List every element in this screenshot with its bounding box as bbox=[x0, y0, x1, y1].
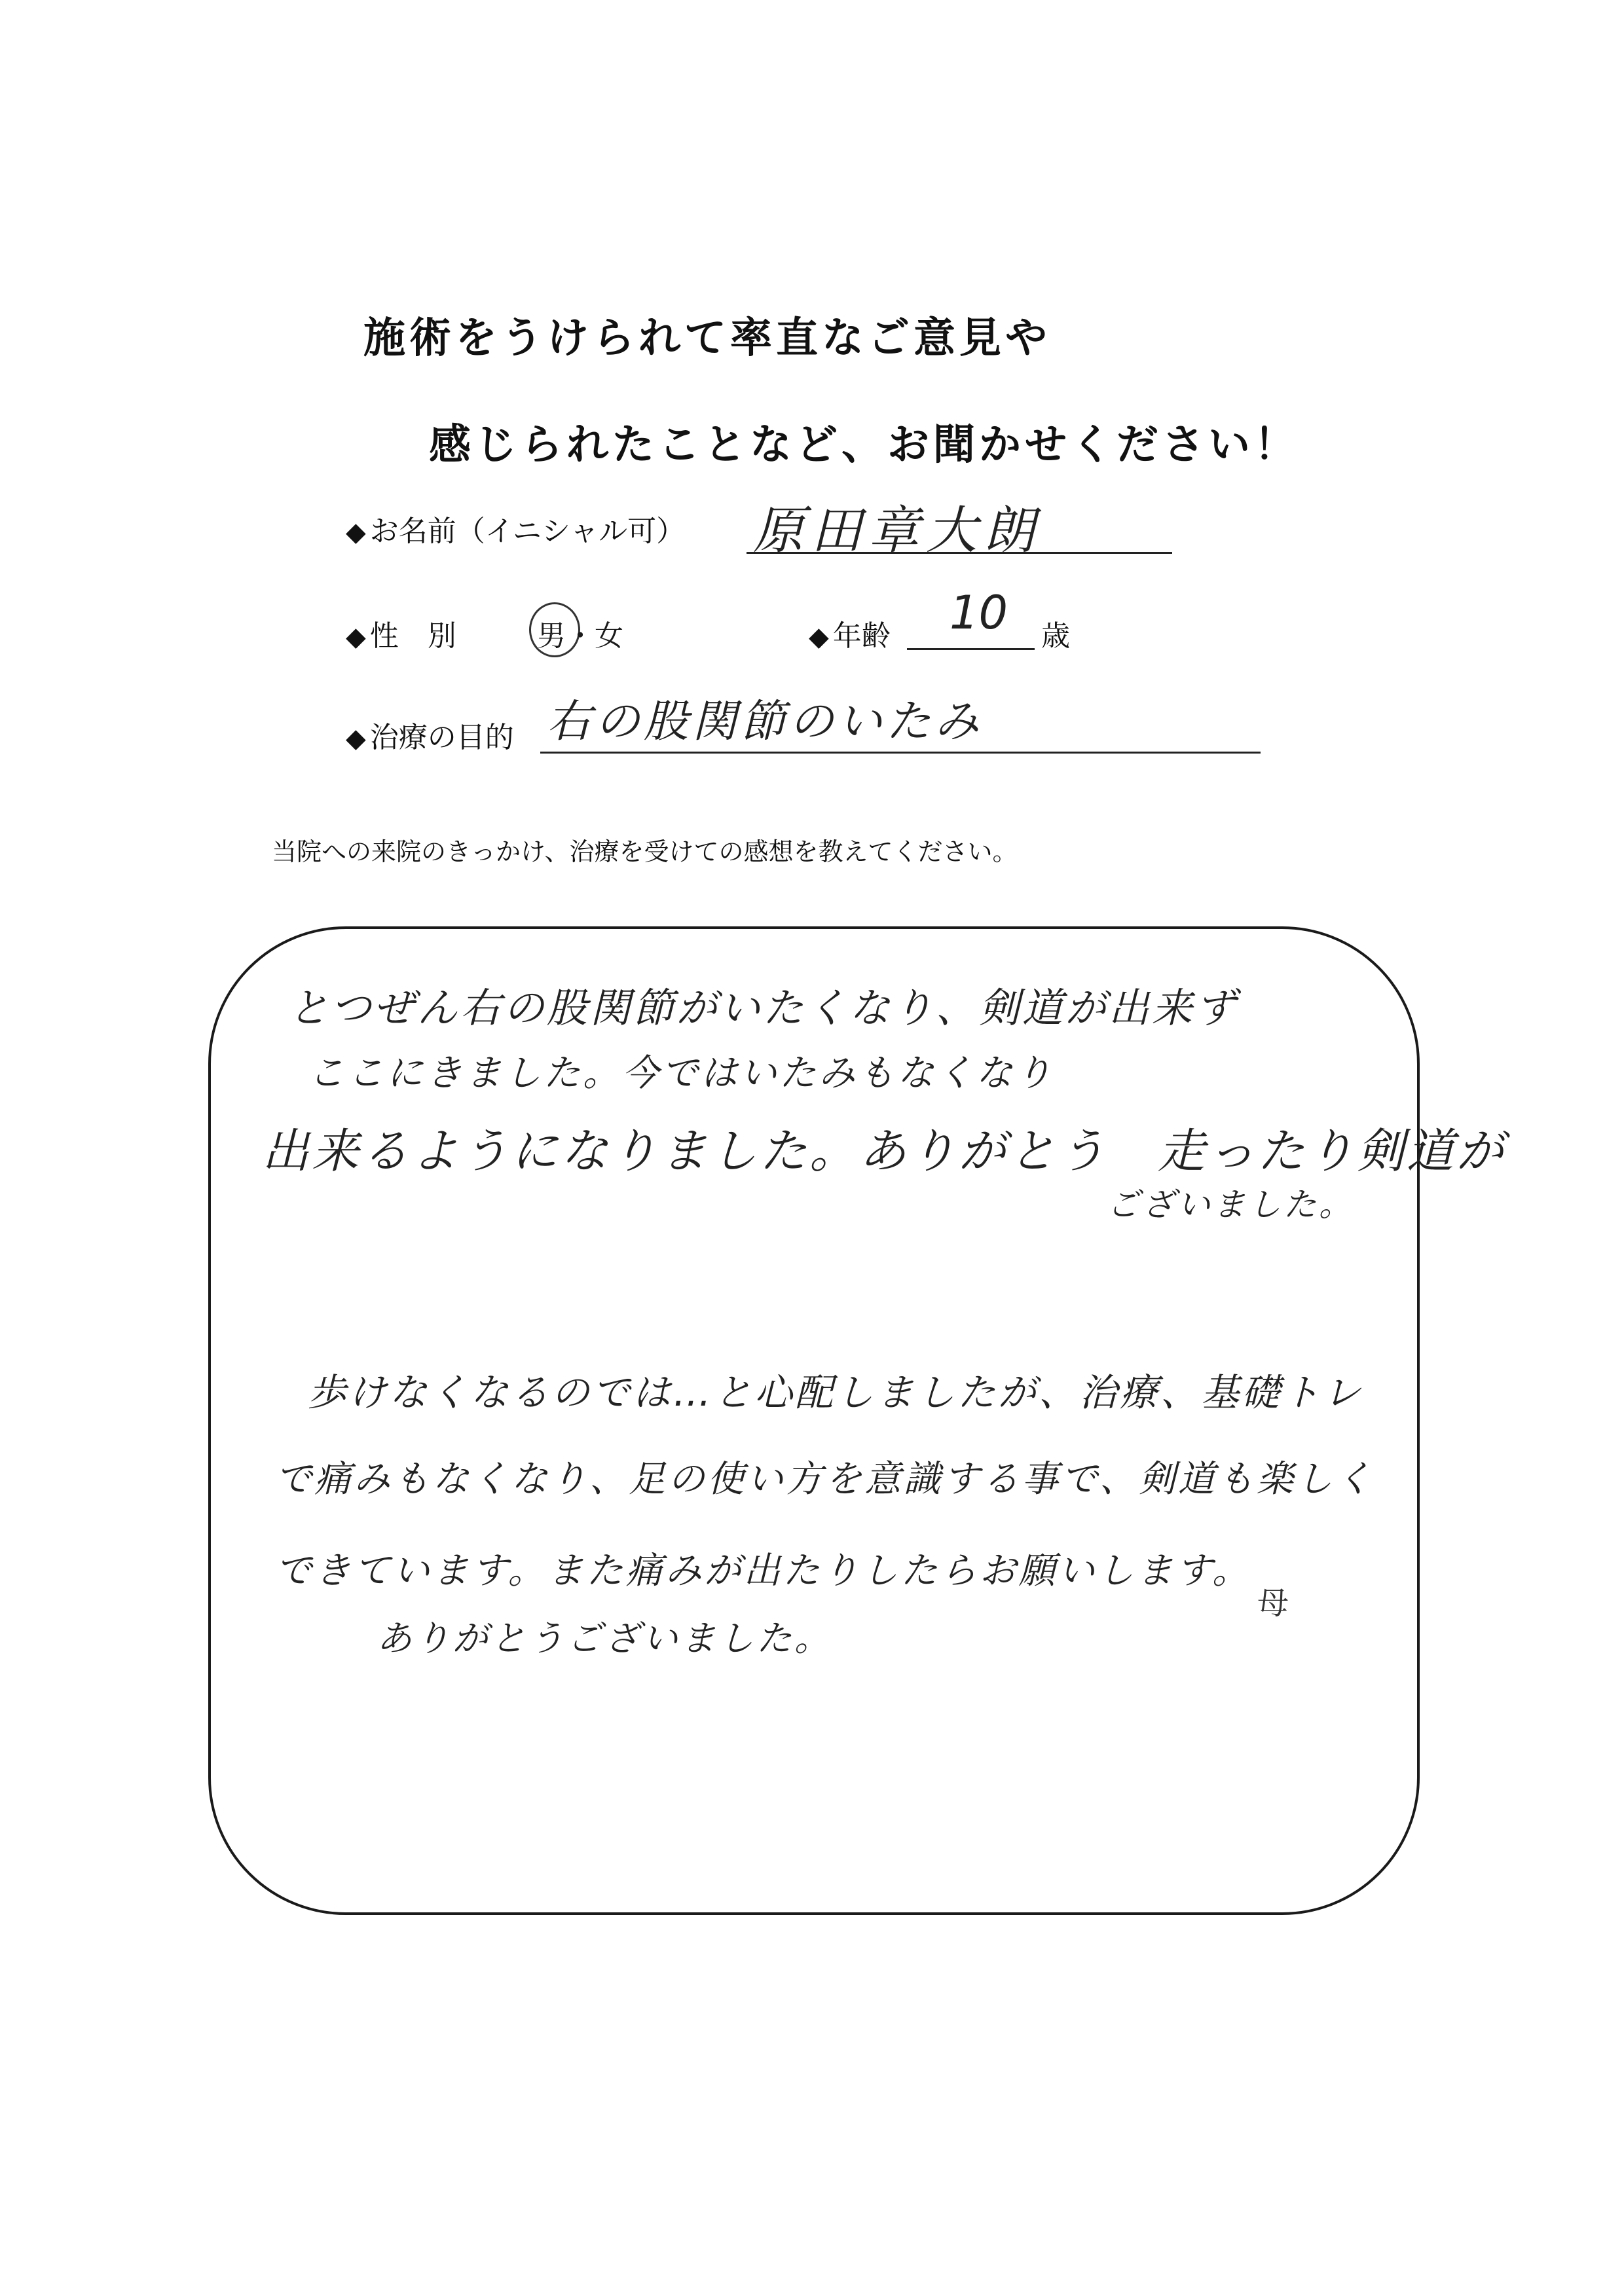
gender-option-female: 女 bbox=[595, 619, 623, 653]
comment-prompt: 当院への来院のきっかけ、治療を受けての感想を教えてください。 bbox=[272, 837, 1018, 866]
form-title-line-2: 感じられたことなど、お聞かせください！ bbox=[429, 420, 1300, 469]
signature-mark: 母 bbox=[1257, 1585, 1289, 1622]
name-field-label bbox=[346, 507, 685, 549]
comment-line: できています。また痛みが出たりしたらお願いします。 bbox=[275, 1550, 1252, 1592]
comment-line: ありがとうございました。 bbox=[377, 1618, 832, 1659]
name-handwritten-value: 原田章大朗 bbox=[753, 501, 1042, 560]
comment-line: 出来るようになりました。ありがとう 走ったり剣道が bbox=[262, 1123, 1507, 1178]
comment-line: 歩けなくなるのでは…と心配しましたが、治療、基礎トレ bbox=[308, 1370, 1364, 1415]
comment-line: ございました。 bbox=[1107, 1186, 1354, 1224]
age-handwritten-value: 10 bbox=[950, 586, 1008, 640]
gender-label-text: 性 別 bbox=[369, 619, 456, 653]
comment-line: で痛みもなくなり、足の使い方を意識する事で、剣道も楽しく bbox=[275, 1458, 1375, 1501]
purpose-underline bbox=[540, 752, 1261, 754]
purpose-label-text: 治療の目的 bbox=[369, 721, 514, 754]
age-field-label bbox=[809, 612, 891, 654]
gender-field-label bbox=[346, 612, 456, 654]
diamond-bullet-icon: ◆ bbox=[346, 723, 366, 754]
age-underline bbox=[907, 648, 1035, 650]
age-unit-label: 歳 bbox=[1041, 619, 1070, 653]
name-underline bbox=[747, 552, 1172, 554]
name-label-text: お名前（イニシャル可） bbox=[369, 515, 686, 548]
gender-option-separator: ・ bbox=[566, 619, 595, 653]
gender-option-male: 男 bbox=[537, 619, 566, 653]
comment-line: ここにきました。今ではいたみもなくなり bbox=[308, 1052, 1054, 1095]
form-title-line-1: 施術をうけられて率直なご意見や bbox=[363, 314, 1051, 363]
age-label-text: 年齢 bbox=[832, 619, 891, 653]
purpose-field-label bbox=[346, 714, 514, 756]
diamond-bullet-icon: ◆ bbox=[346, 622, 366, 652]
gender-options bbox=[537, 612, 623, 654]
diamond-bullet-icon: ◆ bbox=[346, 517, 366, 547]
comment-line: とつぜん右の股関節がいたくなり、剣道が出来ず bbox=[288, 984, 1238, 1032]
diamond-bullet-icon: ◆ bbox=[809, 622, 829, 652]
purpose-handwritten-value: 右の股関節のいたみ bbox=[547, 696, 984, 748]
